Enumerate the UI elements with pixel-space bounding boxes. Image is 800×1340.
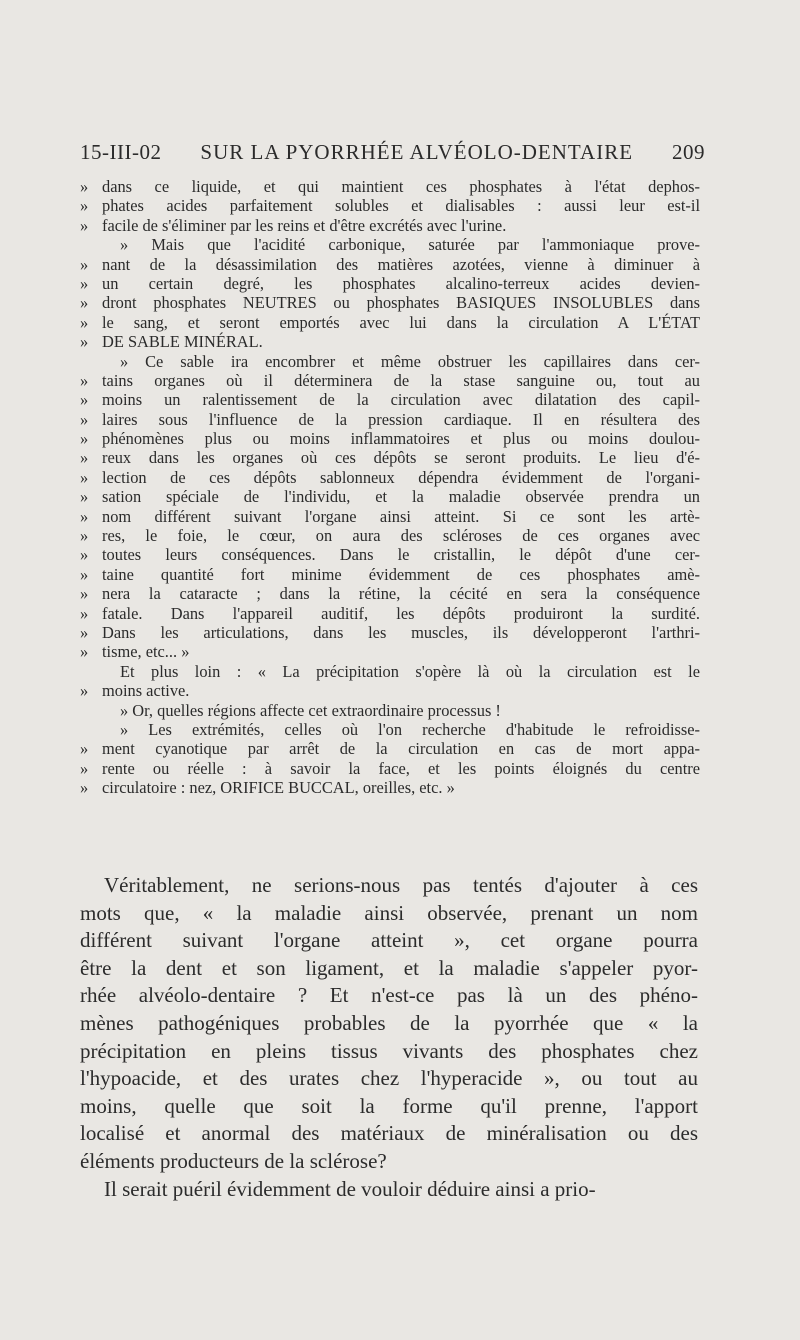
quote-line <box>80 778 700 797</box>
body-line: localisé et anormal des matériaux de minéralisation ou des <box>80 1121 698 1146</box>
quote-guillemet: » <box>80 390 89 410</box>
quote-line <box>80 390 700 409</box>
quote-line <box>80 429 700 448</box>
quote-guillemet: » <box>80 409 89 429</box>
quote-guillemet: » <box>80 778 89 798</box>
quote-line-text: toutes leurs conséquences. Dans le cristallin, le dépôt d'une cer- <box>102 545 700 565</box>
quote-line <box>80 720 700 739</box>
quote-line <box>80 196 700 215</box>
quote-guillemet: » <box>80 215 89 235</box>
quote-line <box>80 468 700 487</box>
quote-guillemet: » <box>80 584 89 604</box>
body-line: éléments producteurs de la sclérose? <box>80 1148 387 1173</box>
quoted-passage <box>80 177 700 798</box>
body-line: Il serait puéril évidemment de vouloir déduire ainsi a prio- <box>104 1176 596 1201</box>
quote-line <box>80 177 700 196</box>
quote-guillemet: » <box>80 429 89 449</box>
quote-guillemet: » <box>80 370 89 390</box>
quote-line-text: circulatoire : nez, ORIFICE BUCCAL, oreilles, etc. » <box>102 778 455 798</box>
body-line: l'hypoacide, et des urates chez l'hyperacide », ou tout au <box>80 1066 698 1091</box>
quote-line-text: fatale. Dans l'appareil auditif, les dépôts produiront la surdité. <box>102 603 700 623</box>
quote-line-text: phates acides parfaitement solubles et dialisables : aussi leur est-il <box>102 196 700 216</box>
quote-guillemet: » <box>80 622 89 642</box>
quote-line-text: moins active. <box>102 681 190 701</box>
quote-guillemet: » <box>80 293 89 313</box>
quote-line <box>80 293 700 312</box>
quote-line <box>80 565 700 584</box>
quote-line <box>80 410 700 429</box>
quote-line-text: nera la cataracte ; dans la rétine, la cécité en sera la conséquence <box>102 584 700 604</box>
quote-guillemet: » <box>80 758 89 778</box>
quote-line-text: taine quantité fort minime évidemment de ces phosphates amè- <box>102 564 700 584</box>
body-line: être la dent et son ligament, et la maladie s'appeler pyor- <box>80 955 698 980</box>
quote-line <box>80 216 700 235</box>
quote-line-text: lection de ces dépôts sablonneux dépendra évidemment de l'organi- <box>102 467 700 487</box>
quote-line-text: le sang, et seront emportés avec lui dans la circulation A L'ÉTAT <box>102 312 700 332</box>
quote-line <box>80 255 700 274</box>
quote-line <box>80 642 700 661</box>
quote-line <box>80 623 700 642</box>
quote-line-text: tains organes où il déterminera de la stase sanguine ou, tout au <box>102 370 700 390</box>
body-line: mots que, « la maladie ainsi observée, prenant un nom <box>80 900 698 925</box>
quote-line <box>80 235 700 254</box>
quote-line-text: res, le foie, le cœur, on aura des scléroses de ces organes avec <box>102 526 700 546</box>
quote-line <box>80 352 700 371</box>
quote-guillemet: » <box>80 642 89 662</box>
quote-line-text: Et plus loin : « La précipitation s'opère là où la circulation est le <box>120 661 700 681</box>
quote-guillemet: » <box>80 739 89 759</box>
quote-guillemet: » <box>80 273 89 293</box>
quote-guillemet: » <box>80 177 89 196</box>
body-line: différent suivant l'organe atteint », cet organe pourra <box>80 928 698 953</box>
quote-line-text: Dans les articulations, dans les muscles, ils développeront l'arthri- <box>102 622 700 642</box>
quote-line-text: » Ce sable ira encombrer et même obstruer les capillaires dans cer- <box>120 351 700 371</box>
quote-line-text: dront phosphates NEUTRES ou phosphates BASIQUES INSOLUBLES dans <box>102 293 700 313</box>
quote-line-text: » Mais que l'acidité carbonique, saturée par l'ammoniaque prove- <box>120 235 700 255</box>
quote-line <box>80 739 700 758</box>
quote-guillemet: » <box>80 254 89 274</box>
body-line: mènes pathogéniques probables de la pyorrhée que « la <box>80 1010 698 1035</box>
quote-line <box>80 274 700 293</box>
quote-line <box>80 371 700 390</box>
quote-line-text: DE SABLE MINÉRAL. <box>102 332 263 352</box>
quote-line-text: facile de s'éliminer par les reins et d'être excrétés avec l'urine. <box>102 215 507 235</box>
quote-line-text: phénomènes plus ou moins inflammatoires et plus ou moins doulou- <box>102 429 700 449</box>
quote-guillemet: » <box>80 506 89 526</box>
body-line: Véritablement, ne serions-nous pas tentés d'ajouter à ces <box>104 873 698 897</box>
quote-line-text: laires sous l'influence de la pression cardiaque. Il en résultera des <box>102 409 700 429</box>
body-text <box>80 872 698 1203</box>
quote-line <box>80 448 700 467</box>
quote-guillemet: » <box>80 312 89 332</box>
quote-line-text: » Les extrémités, celles où l'on recherche d'habitude le refroidisse- <box>120 719 700 739</box>
body-line: précipitation en pleins tissus vivants des phosphates chez <box>80 1038 698 1063</box>
quote-line-text: un certain degré, les phosphates alcalino-terreux acides devien- <box>102 273 700 293</box>
quote-guillemet: » <box>80 564 89 584</box>
running-header <box>80 140 705 165</box>
quote-line-text: nant de la désassimilation des matières azotées, vienne à diminuer à <box>102 254 700 274</box>
quote-line <box>80 681 700 700</box>
quote-line-text: moins un ralentissement de la circulation avec dilatation des capil- <box>102 390 700 410</box>
quote-guillemet: » <box>80 681 89 701</box>
body-line: rhée alvéolo-dentaire ? Et n'est-ce pas là un des phéno- <box>80 983 698 1008</box>
quote-line <box>80 332 700 351</box>
quote-line-text: nom différent suivant l'organe ainsi atteint. Si ce sont les artè- <box>102 506 700 526</box>
quote-line-text: rente ou réelle : à savoir la face, et les points éloignés du centre <box>102 758 700 778</box>
quote-line-text: » Or, quelles régions affecte cet extraordinaire processus ! <box>120 700 501 720</box>
quote-line <box>80 487 700 506</box>
page-number: 209 <box>671 140 705 164</box>
quote-guillemet: » <box>80 603 89 623</box>
quote-line-text: ment cyanotique par arrêt de la circulation en cas de mort appa- <box>102 739 700 759</box>
quote-guillemet: » <box>80 448 89 468</box>
body-line: moins, quelle que soit la forme qu'il prenne, l'apport <box>80 1093 698 1118</box>
quote-line <box>80 759 700 778</box>
quote-line <box>80 584 700 603</box>
quote-line <box>80 526 700 545</box>
quote-line <box>80 313 700 332</box>
quote-line-text: tisme, etc... » <box>102 642 190 662</box>
quote-guillemet: » <box>80 467 89 487</box>
quote-guillemet: » <box>80 545 89 565</box>
quote-guillemet: » <box>80 332 89 352</box>
quote-line <box>80 604 700 623</box>
header-date: 15-III-02 <box>80 140 162 164</box>
quote-guillemet: » <box>80 196 89 216</box>
quote-line <box>80 701 700 720</box>
quote-guillemet: » <box>80 526 89 546</box>
quote-line-text: dans ce liquide, et qui maintient ces phosphates à l'état dephos- <box>102 177 700 196</box>
quote-guillemet: » <box>80 487 89 507</box>
quote-line <box>80 545 700 564</box>
quote-line <box>80 662 700 681</box>
quote-line-text: reux dans les organes où ces dépôts se seront produits. Le lieu d'é- <box>102 448 700 468</box>
header-title: SUR LA PYORRHÉE ALVÉOLO-DENTAIRE <box>200 140 634 164</box>
quote-line <box>80 507 700 526</box>
quote-line-text: sation spéciale de l'individu, et la maladie observée prendra un <box>102 487 700 507</box>
